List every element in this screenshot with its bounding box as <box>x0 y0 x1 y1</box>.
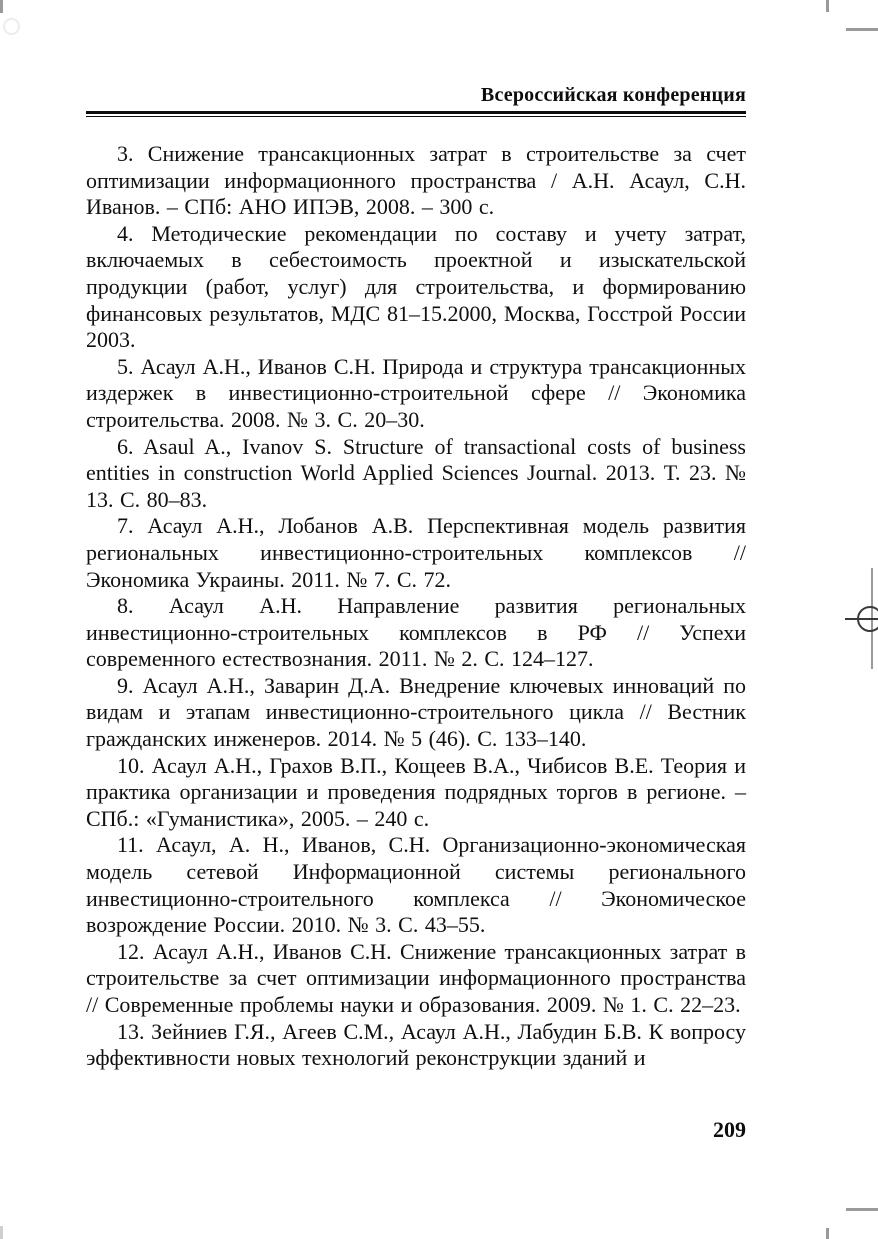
reference-item-6: 6. Asaul A., Ivanov S. Structure of transactional costs of business entities in construction World Applied Sciences Journal. 2013. Т. 23. № 13. С. 80–83. <box>86 433 746 512</box>
crop-mark-top-left-faint-circle <box>3 18 20 35</box>
reference-item-8: 8. Асаул А.Н. Направление развития региональных инвестиционно-строительных комплексов в РФ // Успехи современного естествознания. 2011. № 2. С. 124–127. <box>86 593 746 672</box>
reference-item-7: 7. Асаул А.Н., Лобанов А.В. Перспективная модель развития региональных инвестиционно-строительных комплексов // Экономика Украины. 2011. № 7. С. 72. <box>86 513 746 592</box>
crop-mark-top-left-vertical <box>0 0 3 13</box>
reference-item-4: 4. Методические рекомендации по составу и учету затрат, включаемых в себестоимость проектной и изыскательской продукции (работ, услуг) для строительства, и формированию финансовых результатов, МДС 81–15.2000, Москва, Госстрой России 2003. <box>86 220 746 353</box>
crop-mark-bottom-right-horizontal <box>846 1208 878 1211</box>
crop-mark-bottom-left-vertical <box>0 1226 3 1239</box>
running-header: Всероссийская конференция <box>480 84 746 106</box>
reference-item-5: 5. Асаул А.Н., Иванов С.Н. Природа и структура трансакционных издержек в инвестиционно-строительной сфере // Экономика строительства. 2008. № 3. С. 20–30. <box>86 353 746 432</box>
reference-item-11: 11. Асаул, А. Н., Иванов, С.Н. Организационно-экономическая модель сетевой Информационной системы регионального инвестиционно-строительного комплекса // Экономическое возрождение России. 2010. № 3. С. 43–55. <box>86 832 746 938</box>
reference-item-13: 13. Зейниев Г.Я., Агеев С.М., Асаул А.Н., Лабудин Б.В. К вопросу эффективности новых технологий реконструкции зданий и <box>86 1018 746 1071</box>
reference-item-10: 10. Асаул А.Н., Грахов В.П., Кощеев В.А., Чибисов В.Е. Теория и практика организации и проведения подрядных торгов в регионе. – СПб.: «Гуманистика», 2005. – 240 с. <box>86 752 746 831</box>
reference-item-9: 9. Асаул А.Н., Заварин Д.А. Внедрение ключевых инноваций по видам и этапам инвестиционно-строительного цикла // Вестник гражданских инженеров. 2014. № 5 (46). С. 133–140. <box>86 672 746 752</box>
crop-mark-top-right-vertical <box>826 0 829 12</box>
registration-mark-circle-icon <box>857 606 878 632</box>
header-rule-divider <box>86 111 746 117</box>
references-list <box>86 141 746 1072</box>
crop-mark-top-right-horizontal <box>846 28 878 31</box>
crop-mark-bottom-right-vertical <box>826 1228 829 1239</box>
reference-item-12: 12. Асаул А.Н., Иванов С.Н. Снижение трансакционных затрат в строительстве за счет оптимизации информационного пространства // Современные проблемы науки и образования. 2009. № 1. С. 22–23. <box>86 938 746 1017</box>
reference-item-3: 3. Снижение трансакционных затрат в строительстве за счет оптимизации информационного пространства / А.Н. Асаул, С.Н. Иванов. – СПб: АНО ИПЭВ, 2008. – 300 с. <box>86 141 746 220</box>
page-number: 209 <box>713 1117 746 1142</box>
page-content <box>86 84 746 1072</box>
